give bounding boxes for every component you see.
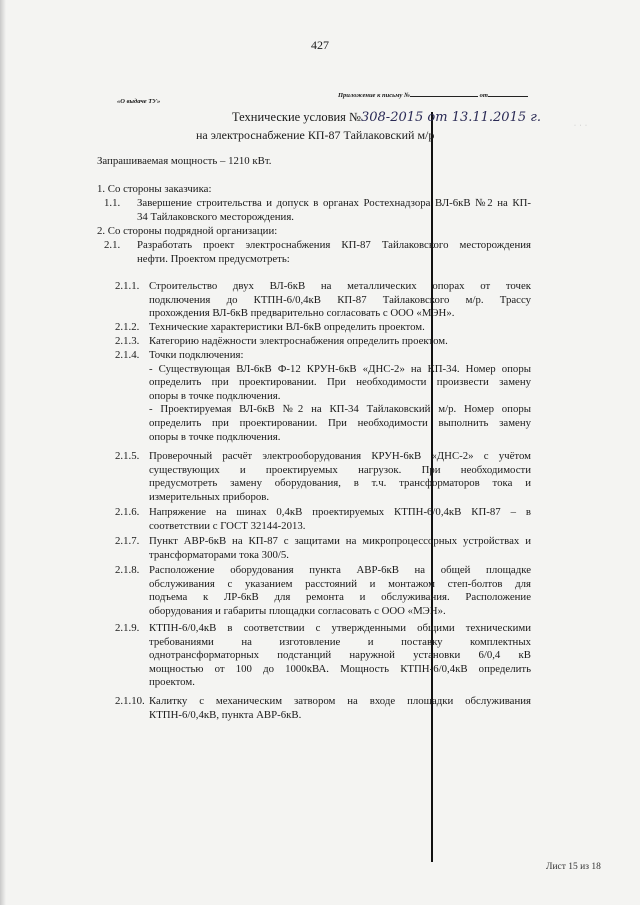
item-2-1-2	[115, 321, 531, 335]
item-2-1-6	[115, 506, 531, 533]
requested-power: Запрашиваемая мощность – 1210 кВт.	[97, 155, 272, 167]
handwritten-number-date: 308-2015 от 13.11.2015 г.	[360, 110, 541, 125]
item-number: 2.1.2.	[115, 321, 140, 333]
item-number: 2.1.7.	[115, 535, 140, 547]
item-2-1-9	[115, 622, 531, 690]
item-number: 2.1.5.	[115, 450, 140, 462]
item-text: Строительство двух ВЛ-6кВ на металлических опорах от точек подключения до КТПН-6/0,4кВ КП-87 Тайлаковского м/р. Трассу прохождения ВЛ-6кВ предварительно согласовать с ООО «МЭН».	[149, 280, 531, 320]
attachment-label: Приложение к письму №	[338, 92, 410, 99]
item-number: 1.1.	[104, 197, 121, 209]
item-2-1	[104, 239, 531, 266]
item-number: 2.1.8.	[115, 564, 140, 576]
page-edge-shadow	[0, 0, 6, 905]
page-number: 427	[311, 38, 329, 52]
item-text: Напряжение на шинах 0,4кВ проектируемых КТПН-6/0,4кВ КП-87 – в соответствии с ГОСТ 32144-2013.	[149, 506, 531, 532]
attachment-note	[338, 92, 528, 99]
item-2-1-4	[115, 349, 531, 444]
document-title	[232, 110, 541, 125]
item-text: Технические характеристики ВЛ-6кВ определить проектом.	[149, 321, 425, 333]
issuance-stamp: «О выдаче ТУ»	[117, 98, 161, 105]
sheet-counter: Лист 15 из 18	[546, 862, 601, 872]
item-text: Точки подключения: - Существующая ВЛ-6кВ Ф-12 КРУН-6кВ «ДНС-2» на КП-34. Номер опоры определить при проектировании. При необходимости произвести замену опоры в точке подключения. - Проектируемая ВЛ-6кВ №2 на КП-34 Тайлаковский м/р. Номер опоры определить при проектировании. При необходимости выполнить замену опоры в точке подключения.	[149, 349, 531, 443]
item-number: 2.1.4.	[115, 349, 140, 361]
item-number: 2.1.1.	[115, 280, 140, 292]
item-number: 2.1.	[104, 239, 121, 251]
attachment-date-blank	[488, 96, 528, 97]
item-text: Разработать проект электроснабжения КП-87 Тайлаковского месторождения нефти. Проектом предусмотреть:	[137, 239, 531, 265]
item-1-1	[104, 197, 531, 224]
item-2-1-8	[115, 564, 531, 618]
item-2-1-3	[115, 335, 531, 349]
item-number: 2.1.10.	[115, 695, 145, 707]
item-text: Расположение оборудования пункта АВР-6кВ на общей площадке обслуживания с указанием расстояний и монтажом степ-болтов для подъема к ЛР-6кВ для ремонта и обслуживания. Расположение оборудования и габариты площадки согласовать с ООО «МЭН».	[149, 564, 531, 617]
item-2-1-7	[115, 535, 531, 562]
item-text: Калитку с механическим затвором на входе площадки обслуживания КТПН-6/0,4кВ, пункта АВР-6кВ.	[149, 695, 531, 721]
item-text: Завершение строительства и допуск в органах Ростехнадзора ВЛ-6кВ №2 на КП- 34 Тайлаковского месторождения.	[137, 197, 531, 223]
scan-noise: · · ·	[574, 123, 588, 129]
item-text: Категорию надёжности электроснабжения определить проектом.	[149, 335, 448, 347]
item-text: КТПН-6/0,4кВ в соответствии с утвержденными общими техническими требованиями на изготовление и поставку комплектных однотрансформаторных подстанций наружной установки 6/0,4 кВ мощностью от 100 до 1000кВА. Мощность КТПН-6/0,4кВ определить проектом.	[149, 622, 531, 689]
item-2-1-10	[115, 695, 531, 722]
section-title-1: 1. Со стороны заказчика:	[97, 183, 212, 195]
attachment-number-blank	[410, 96, 478, 97]
item-number: 2.1.6.	[115, 506, 140, 518]
document-subtitle: на электроснабжение КП-87 Тайлаковский м/р	[196, 128, 435, 142]
title-prefix: Технические условия №	[232, 110, 361, 124]
attachment-from-label: от	[479, 92, 488, 99]
item-2-1-5	[115, 450, 531, 504]
item-number: 2.1.3.	[115, 335, 140, 347]
item-number: 2.1.9.	[115, 622, 140, 634]
item-text: Пункт АВР-6кВ на КП-87 с защитами на микропроцессорных устройствах и трансформаторами тока 300/5.	[149, 535, 531, 561]
item-2-1-1	[115, 280, 531, 321]
section-title-2: 2. Со стороны подрядной организации:	[97, 225, 278, 237]
item-text: Проверочный расчёт электрооборудования КРУН-6кВ «ДНС-2» с учётом существующих и проектируемых нагрузок. При необходимости предусмотреть замену оборудования, в т.ч. трансформаторов тока и измерительных приборов.	[149, 450, 531, 503]
